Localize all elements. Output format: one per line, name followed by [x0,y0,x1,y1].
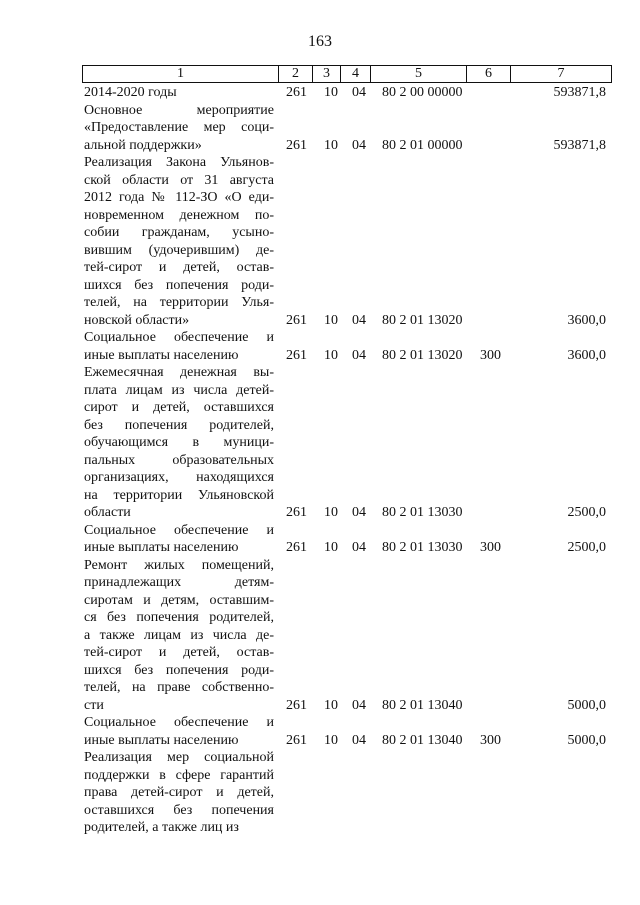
cell-c4: 04 [352,137,366,153]
description-line: 2014-2020 годы [84,85,177,100]
cell-c2: 261 [286,540,307,555]
description-line: права детей-сирот и детей, [84,785,274,800]
header-col-4: 4 [341,66,371,82]
description-line: иные выплаты населению [84,732,239,748]
description-line: ся без попечения родителей, [84,610,274,625]
description-line: обучающимся в муници- [84,435,274,450]
cell-c7: 593871,8 [553,85,606,100]
table-row [0,84,640,102]
row-description [84,522,274,557]
description-line: «Предоставление мер соци- [84,120,274,135]
header-col-1: 1 [83,66,279,82]
row-description [84,84,274,102]
cell-c4: 04 [352,347,366,363]
table-row [0,154,640,329]
cell-c3: 10 [324,347,338,363]
cell-c3: 10 [324,540,338,555]
cell-c5: 80 2 00 00000 [382,85,463,100]
cell-c3: 10 [324,85,338,100]
cell-c2: 261 [286,697,307,713]
cell-c7: 5000,0 [567,732,606,748]
cell-c2: 261 [286,312,307,328]
cell-c3: 10 [324,732,338,748]
cell-c7: 3600,0 [567,312,606,328]
header-col-3: 3 [313,66,341,82]
cell-c7: 593871,8 [553,137,606,153]
row-description [84,749,274,837]
description-line: без попечения родителей, [84,417,274,433]
description-line: оставшихся без попечения [84,802,274,818]
table-row [0,522,640,557]
description-line: организациях, находящихся [84,470,274,485]
cell-c5: 80 2 01 13040 [382,697,463,713]
cell-c6: 300 [480,732,501,748]
row-description [84,154,274,329]
row-description [84,329,274,364]
description-line: альной поддержки» [84,137,202,153]
table-row [0,749,640,837]
cell-c2: 261 [286,347,307,363]
description-line: сти [84,697,104,713]
page-number: 163 [308,33,332,50]
description-line: на территории Ульяновской [84,487,274,503]
cell-c5: 80 2 01 00000 [382,137,463,153]
header-col-5: 5 [371,66,467,82]
description-line: телей, на территории Улья- [84,295,274,310]
description-line: а также лицам из числа де- [84,627,274,643]
table-row [0,329,640,364]
cell-c7: 3600,0 [567,347,606,363]
description-line: плата лицам из числа детей- [84,382,274,398]
cell-c4: 04 [352,697,366,713]
description-line: поддержки в сфере гарантий [84,767,274,783]
description-line: области [84,505,131,520]
description-line: иные выплаты населению [84,540,239,555]
description-line: ской области от 31 августа [84,172,274,188]
cell-c2: 261 [286,505,307,520]
description-line: тей-сирот и детей, остав- [84,645,274,660]
description-line: Социальное обеспечение и [84,330,274,345]
description-line: шихся без попечения роди- [84,277,274,293]
row-description [84,714,274,749]
header-col-6: 6 [467,66,511,82]
cell-c6: 300 [480,540,501,555]
cell-c7: 5000,0 [567,697,606,713]
table-row [0,364,640,522]
cell-c3: 10 [324,697,338,713]
description-line: Ремонт жилых помещений, [84,557,274,573]
cell-c5: 80 2 01 13030 [382,540,463,555]
cell-c4: 04 [352,732,366,748]
header-col-7: 7 [557,66,565,81]
description-line: пальных образовательных [84,452,274,468]
description-line: шихся без попечения роди- [84,662,274,678]
description-line: вившим (удочерившим) де- [84,242,274,258]
description-line: Реализация мер социальной [84,750,274,765]
description-line: Социальное обеспечение и [84,715,274,730]
table-header [82,65,612,83]
cell-c7: 2500,0 [567,505,606,520]
cell-c3: 10 [324,312,338,328]
description-line: иные выплаты населению [84,347,239,363]
cell-c4: 04 [352,312,366,328]
cell-c5: 80 2 01 13040 [382,732,463,748]
cell-c4: 04 [352,540,366,555]
description-line: родителей, а также лиц из [84,820,239,835]
description-line: телей, на праве собственно- [84,680,274,695]
cell-c5: 80 2 01 13020 [382,347,463,363]
description-line: Основное мероприятие [84,102,274,118]
cell-c4: 04 [352,505,366,520]
description-line: Социальное обеспечение и [84,522,274,538]
description-line: сиротам и детям, оставшим- [84,592,274,608]
description-line: Ежемесячная денежная вы- [84,365,274,380]
table-row [0,714,640,749]
cell-c5: 80 2 01 13030 [382,505,463,520]
row-description [84,557,274,715]
cell-c5: 80 2 01 13020 [382,312,463,328]
cell-c2: 261 [286,85,307,100]
description-line: новской области» [84,312,190,328]
cell-c3: 10 [324,137,338,153]
description-line: Реализация Закона Ульянов- [84,155,274,170]
table-row [0,102,640,155]
description-line: принадлежащих детям- [84,575,274,590]
description-line: тей-сирот и детей, остав- [84,260,274,275]
description-line: 2012 года № 112-ЗО «О еди- [84,190,274,205]
cell-c2: 261 [286,137,307,153]
description-line: собии гражданам, усыно- [84,225,274,240]
cell-c2: 261 [286,732,307,748]
row-description [84,102,274,155]
cell-c3: 10 [324,505,338,520]
description-line: сирот и детей, оставшихся [84,400,274,415]
cell-c4: 04 [352,85,366,100]
cell-c6: 300 [480,347,501,363]
header-col-2: 2 [279,66,313,82]
row-description [84,364,274,522]
cell-c7: 2500,0 [567,540,606,555]
table-row [0,557,640,715]
description-line: новременном денежном по- [84,207,274,223]
